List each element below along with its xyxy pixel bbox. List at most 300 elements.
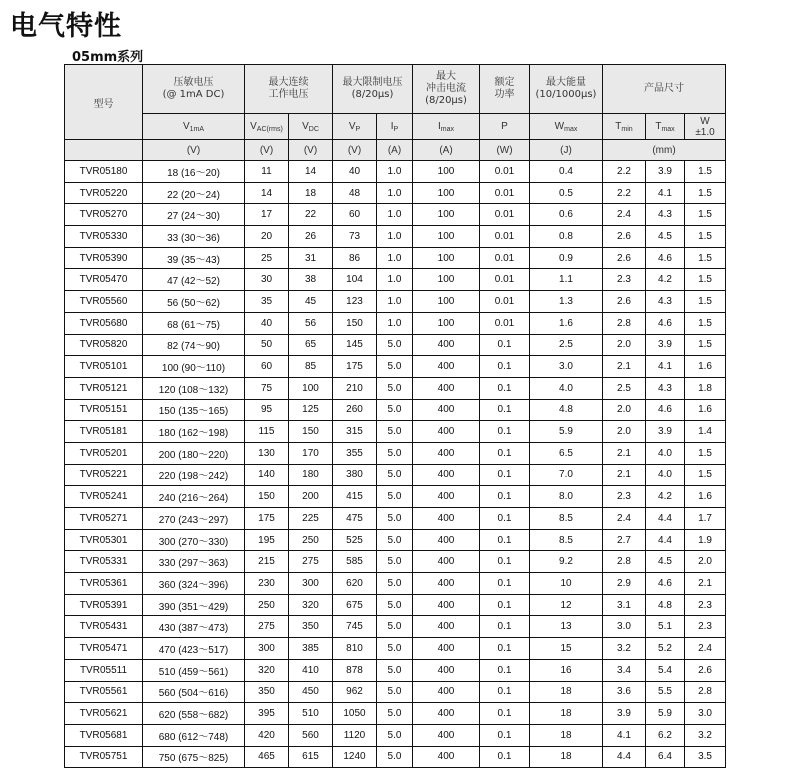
cell-model: TVR05390 [65, 247, 143, 269]
cell-varistor-voltage: 47 (42～52) [143, 269, 245, 291]
cell-tmin: 2.8 [603, 312, 646, 334]
header-line: (@ 1mA DC) [162, 89, 225, 100]
cell-model: TVR05301 [65, 529, 143, 551]
table-row [65, 616, 726, 638]
cell-vp: 48 [333, 182, 377, 204]
cell-w: 1.5 [685, 161, 726, 183]
cell-vdc: 275 [289, 551, 333, 573]
cell-ip: 1.0 [377, 182, 413, 204]
cell-tmax: 4.2 [646, 486, 685, 508]
cell-power: 0.01 [480, 247, 530, 269]
cell-vdc: 14 [289, 161, 333, 183]
cell-varistor-voltage: 620 (558～682) [143, 703, 245, 725]
cell-tmin: 2.6 [603, 247, 646, 269]
cell-tmin: 2.8 [603, 551, 646, 573]
cell-imax: 400 [413, 486, 480, 508]
cell-tmin: 2.2 [603, 161, 646, 183]
cell-ip: 1.0 [377, 161, 413, 183]
cell-w: 2.3 [685, 594, 726, 616]
table-row [65, 594, 726, 616]
cell-w: 1.5 [685, 269, 726, 291]
cell-w: 1.5 [685, 442, 726, 464]
header-row-units [65, 140, 726, 161]
cell-imax: 400 [413, 464, 480, 486]
table-row [65, 529, 726, 551]
cell-model: TVR05330 [65, 226, 143, 248]
cell-vac: 395 [245, 703, 289, 725]
table-row [65, 204, 726, 226]
cell-varistor-voltage: 56 (50～62) [143, 291, 245, 313]
header-line: 最大连续 [268, 77, 309, 88]
table-row [65, 442, 726, 464]
cell-tmax: 4.6 [646, 573, 685, 595]
cell-ip: 5.0 [377, 442, 413, 464]
cell-tmin: 2.6 [603, 226, 646, 248]
cell-tmax: 5.5 [646, 681, 685, 703]
cell-ip: 5.0 [377, 703, 413, 725]
electrical-characteristics-table [64, 64, 726, 768]
cell-power: 0.1 [480, 486, 530, 508]
cell-imax: 400 [413, 703, 480, 725]
cell-vp: 415 [333, 486, 377, 508]
cell-wmax: 0.6 [530, 204, 603, 226]
cell-imax: 400 [413, 746, 480, 768]
cell-w: 1.5 [685, 334, 726, 356]
cell-model: TVR05561 [65, 681, 143, 703]
cell-imax: 400 [413, 659, 480, 681]
cell-w: 3.0 [685, 703, 726, 725]
cell-varistor-voltage: 750 (675～825) [143, 746, 245, 768]
cell-model: TVR05331 [65, 551, 143, 573]
cell-vdc: 615 [289, 746, 333, 768]
cell-model: TVR05560 [65, 291, 143, 313]
cell-imax: 400 [413, 681, 480, 703]
cell-wmax: 0.9 [530, 247, 603, 269]
cell-tmin: 2.4 [603, 508, 646, 530]
symbol-tmin [603, 114, 646, 140]
symbol-v1ma [143, 114, 245, 140]
cell-wmax: 18 [530, 724, 603, 746]
unit-vp: (V) [333, 140, 377, 161]
cell-power: 0.01 [480, 269, 530, 291]
cell-imax: 400 [413, 594, 480, 616]
cell-vac: 420 [245, 724, 289, 746]
cell-wmax: 0.4 [530, 161, 603, 183]
cell-vdc: 300 [289, 573, 333, 595]
cell-vdc: 18 [289, 182, 333, 204]
cell-ip: 5.0 [377, 594, 413, 616]
cell-tmin: 2.1 [603, 356, 646, 378]
cell-model: TVR05470 [65, 269, 143, 291]
cell-tmin: 2.2 [603, 182, 646, 204]
cell-vp: 1240 [333, 746, 377, 768]
cell-vdc: 200 [289, 486, 333, 508]
table-row [65, 182, 726, 204]
cell-varistor-voltage: 330 (297～363) [143, 551, 245, 573]
cell-vac: 275 [245, 616, 289, 638]
cell-tmin: 3.0 [603, 616, 646, 638]
table-body [65, 161, 726, 768]
cell-wmax: 1.3 [530, 291, 603, 313]
cell-tmax: 4.4 [646, 529, 685, 551]
cell-power: 0.1 [480, 746, 530, 768]
cell-vac: 150 [245, 486, 289, 508]
cell-vdc: 320 [289, 594, 333, 616]
cell-tmin: 2.0 [603, 421, 646, 443]
cell-vp: 810 [333, 638, 377, 660]
symbol-sub: max [661, 125, 675, 133]
table-row [65, 356, 726, 378]
cell-tmin: 2.4 [603, 204, 646, 226]
cell-wmax: 10 [530, 573, 603, 595]
cell-vac: 300 [245, 638, 289, 660]
cell-vdc: 56 [289, 312, 333, 334]
cell-wmax: 2.5 [530, 334, 603, 356]
cell-imax: 400 [413, 334, 480, 356]
cell-ip: 1.0 [377, 291, 413, 313]
header-line: (8/20μs) [351, 89, 394, 100]
table-row [65, 681, 726, 703]
cell-vac: 40 [245, 312, 289, 334]
cell-power: 0.1 [480, 508, 530, 530]
table-header [65, 65, 726, 161]
table-row [65, 659, 726, 681]
cell-imax: 400 [413, 399, 480, 421]
cell-tmin: 2.1 [603, 442, 646, 464]
symbol-base: I [437, 120, 441, 132]
cell-tmax: 3.9 [646, 334, 685, 356]
cell-varistor-voltage: 27 (24～30) [143, 204, 245, 226]
cell-tmax: 4.6 [646, 399, 685, 421]
header-line: 功率 [494, 89, 515, 100]
cell-vdc: 125 [289, 399, 333, 421]
cell-ip: 5.0 [377, 551, 413, 573]
cell-vdc: 26 [289, 226, 333, 248]
cell-imax: 400 [413, 573, 480, 595]
cell-tmin: 2.3 [603, 269, 646, 291]
cell-varistor-voltage: 120 (108～132) [143, 377, 245, 399]
cell-varistor-voltage: 470 (423～517) [143, 638, 245, 660]
cell-vac: 17 [245, 204, 289, 226]
cell-vp: 123 [333, 291, 377, 313]
cell-vdc: 180 [289, 464, 333, 486]
cell-ip: 5.0 [377, 659, 413, 681]
cell-wmax: 8.5 [530, 508, 603, 530]
cell-vp: 150 [333, 312, 377, 334]
cell-imax: 400 [413, 529, 480, 551]
cell-model: TVR05680 [65, 312, 143, 334]
symbol-base: P [501, 121, 508, 132]
cell-model: TVR05241 [65, 486, 143, 508]
cell-wmax: 0.5 [530, 182, 603, 204]
cell-wmax: 1.6 [530, 312, 603, 334]
cell-vp: 210 [333, 377, 377, 399]
cell-imax: 400 [413, 356, 480, 378]
cell-tmax: 4.4 [646, 508, 685, 530]
cell-varistor-voltage: 390 (351～429) [143, 594, 245, 616]
cell-vp: 962 [333, 681, 377, 703]
cell-vac: 25 [245, 247, 289, 269]
cell-model: TVR05101 [65, 356, 143, 378]
cell-ip: 5.0 [377, 399, 413, 421]
symbol-sub: max [564, 125, 578, 133]
cell-tmin: 2.0 [603, 334, 646, 356]
symbol-sub: 1mA [189, 125, 205, 133]
table-row [65, 508, 726, 530]
cell-wmax: 16 [530, 659, 603, 681]
cell-w: 1.4 [685, 421, 726, 443]
cell-varistor-voltage: 510 (459～561) [143, 659, 245, 681]
cell-tmin: 3.9 [603, 703, 646, 725]
symbol-tolerance: ±1.0 [695, 126, 715, 138]
cell-wmax: 8.0 [530, 486, 603, 508]
cell-power: 0.1 [480, 638, 530, 660]
cell-tmax: 4.2 [646, 269, 685, 291]
symbol-base: V [302, 120, 309, 132]
cell-varistor-voltage: 180 (162～198) [143, 421, 245, 443]
cell-imax: 100 [413, 269, 480, 291]
table-row [65, 573, 726, 595]
cell-vp: 86 [333, 247, 377, 269]
cell-imax: 400 [413, 442, 480, 464]
symbol-base: I [390, 120, 394, 132]
unit-blank [65, 140, 143, 161]
table-row [65, 724, 726, 746]
cell-w: 1.5 [685, 226, 726, 248]
cell-tmax: 4.6 [646, 312, 685, 334]
cell-varistor-voltage: 39 (35～43) [143, 247, 245, 269]
cell-ip: 1.0 [377, 204, 413, 226]
cell-imax: 400 [413, 551, 480, 573]
cell-imax: 400 [413, 421, 480, 443]
cell-vp: 675 [333, 594, 377, 616]
cell-ip: 5.0 [377, 724, 413, 746]
cell-imax: 400 [413, 377, 480, 399]
cell-vac: 14 [245, 182, 289, 204]
cell-vac: 195 [245, 529, 289, 551]
header-model: 型号 [65, 65, 143, 140]
unit-dims: (mm) [603, 140, 726, 161]
header-line: (10/1000μs) [535, 89, 597, 100]
symbol-imax [413, 114, 480, 140]
header-line: 最大限制电压 [342, 77, 403, 88]
cell-imax: 100 [413, 312, 480, 334]
table-row [65, 551, 726, 573]
cell-w: 2.1 [685, 573, 726, 595]
symbol-base: V [348, 120, 356, 132]
cell-w: 1.9 [685, 529, 726, 551]
page-title: 电气特性 [10, 11, 122, 42]
cell-varistor-voltage: 680 (612～748) [143, 724, 245, 746]
cell-vdc: 385 [289, 638, 333, 660]
cell-vp: 175 [333, 356, 377, 378]
cell-vac: 20 [245, 226, 289, 248]
cell-wmax: 18 [530, 681, 603, 703]
cell-ip: 5.0 [377, 573, 413, 595]
cell-vdc: 150 [289, 421, 333, 443]
cell-power: 0.1 [480, 529, 530, 551]
header-row-groups [65, 65, 726, 114]
cell-vdc: 85 [289, 356, 333, 378]
cell-vac: 175 [245, 508, 289, 530]
cell-tmin: 4.4 [603, 746, 646, 768]
cell-vp: 355 [333, 442, 377, 464]
table-row [65, 247, 726, 269]
header-max-surge-current [413, 65, 480, 114]
cell-wmax: 18 [530, 746, 603, 768]
unit-vac: (V) [245, 140, 289, 161]
cell-tmax: 4.1 [646, 356, 685, 378]
cell-tmin: 3.6 [603, 681, 646, 703]
symbol-wmax [530, 114, 603, 140]
unit-ip: (A) [377, 140, 413, 161]
cell-vdc: 31 [289, 247, 333, 269]
cell-power: 0.01 [480, 161, 530, 183]
cell-model: TVR05181 [65, 421, 143, 443]
cell-wmax: 13 [530, 616, 603, 638]
symbol-w [685, 114, 726, 140]
cell-vdc: 250 [289, 529, 333, 551]
symbol-base: V [250, 120, 257, 132]
cell-vac: 250 [245, 594, 289, 616]
cell-power: 0.1 [480, 594, 530, 616]
cell-model: TVR05431 [65, 616, 143, 638]
cell-varistor-voltage: 22 (20～24) [143, 182, 245, 204]
table-row [65, 399, 726, 421]
cell-vdc: 22 [289, 204, 333, 226]
cell-vp: 104 [333, 269, 377, 291]
symbol-sub: max [440, 125, 454, 133]
cell-power: 0.1 [480, 703, 530, 725]
cell-imax: 100 [413, 182, 480, 204]
cell-vac: 215 [245, 551, 289, 573]
cell-varistor-voltage: 68 (61～75) [143, 312, 245, 334]
cell-wmax: 9.2 [530, 551, 603, 573]
cell-wmax: 0.8 [530, 226, 603, 248]
table-row [65, 226, 726, 248]
cell-power: 0.1 [480, 442, 530, 464]
cell-wmax: 3.0 [530, 356, 603, 378]
cell-vdc: 225 [289, 508, 333, 530]
cell-power: 0.1 [480, 724, 530, 746]
cell-tmax: 3.9 [646, 161, 685, 183]
cell-tmax: 5.1 [646, 616, 685, 638]
cell-tmax: 4.1 [646, 182, 685, 204]
cell-imax: 400 [413, 508, 480, 530]
table-row [65, 746, 726, 768]
cell-vdc: 510 [289, 703, 333, 725]
cell-varistor-voltage: 560 (504～616) [143, 681, 245, 703]
header-line: (8/20μs) [425, 95, 467, 106]
cell-tmax: 4.6 [646, 247, 685, 269]
cell-power: 0.1 [480, 573, 530, 595]
cell-power: 0.1 [480, 356, 530, 378]
cell-wmax: 5.9 [530, 421, 603, 443]
cell-vdc: 410 [289, 659, 333, 681]
cell-w: 1.5 [685, 312, 726, 334]
cell-tmax: 5.4 [646, 659, 685, 681]
cell-vp: 878 [333, 659, 377, 681]
table-row [65, 334, 726, 356]
cell-imax: 100 [413, 247, 480, 269]
cell-wmax: 6.5 [530, 442, 603, 464]
cell-tmin: 2.5 [603, 377, 646, 399]
cell-vac: 140 [245, 464, 289, 486]
cell-power: 0.01 [480, 291, 530, 313]
cell-vp: 315 [333, 421, 377, 443]
header-line: 冲击电流 [426, 83, 466, 94]
cell-tmax: 3.9 [646, 421, 685, 443]
cell-tmax: 6.2 [646, 724, 685, 746]
cell-tmin: 2.7 [603, 529, 646, 551]
header-line: 最大 [436, 71, 456, 82]
cell-varistor-voltage: 200 (180～220) [143, 442, 245, 464]
cell-model: TVR05361 [65, 573, 143, 595]
header-max-clamping-voltage [333, 65, 413, 114]
cell-vac: 350 [245, 681, 289, 703]
cell-vp: 73 [333, 226, 377, 248]
cell-ip: 5.0 [377, 421, 413, 443]
header-line: 额定 [494, 77, 515, 88]
table-row [65, 161, 726, 183]
cell-vac: 465 [245, 746, 289, 768]
cell-tmin: 2.1 [603, 464, 646, 486]
cell-vdc: 100 [289, 377, 333, 399]
cell-tmax: 4.3 [646, 204, 685, 226]
header-varistor-voltage [143, 65, 245, 114]
symbol-sub: AC(rms) [256, 125, 283, 133]
cell-model: TVR05270 [65, 204, 143, 226]
cell-power: 0.1 [480, 551, 530, 573]
cell-ip: 1.0 [377, 247, 413, 269]
cell-wmax: 7.0 [530, 464, 603, 486]
cell-wmax: 15 [530, 638, 603, 660]
symbol-vdc [289, 114, 333, 140]
cell-wmax: 18 [530, 703, 603, 725]
cell-varistor-voltage: 82 (74～90) [143, 334, 245, 356]
table-row [65, 638, 726, 660]
cell-wmax: 4.8 [530, 399, 603, 421]
cell-w: 1.6 [685, 356, 726, 378]
cell-power: 0.01 [480, 204, 530, 226]
cell-power: 0.01 [480, 312, 530, 334]
cell-w: 3.2 [685, 724, 726, 746]
cell-vp: 1050 [333, 703, 377, 725]
header-line: 工作电压 [268, 89, 309, 100]
cell-vac: 75 [245, 377, 289, 399]
cell-ip: 5.0 [377, 638, 413, 660]
cell-vp: 475 [333, 508, 377, 530]
series-subtitle: 05mm系列 [72, 50, 144, 65]
cell-vp: 525 [333, 529, 377, 551]
cell-model: TVR05271 [65, 508, 143, 530]
cell-w: 2.4 [685, 638, 726, 660]
cell-vdc: 560 [289, 724, 333, 746]
table-row [65, 464, 726, 486]
cell-vp: 145 [333, 334, 377, 356]
table-row [65, 291, 726, 313]
cell-vdc: 45 [289, 291, 333, 313]
cell-w: 2.3 [685, 616, 726, 638]
cell-tmin: 2.6 [603, 291, 646, 313]
cell-tmax: 4.0 [646, 442, 685, 464]
cell-model: TVR05391 [65, 594, 143, 616]
cell-power: 0.1 [480, 421, 530, 443]
cell-model: TVR05621 [65, 703, 143, 725]
symbol-base: T [655, 120, 662, 132]
cell-power: 0.01 [480, 226, 530, 248]
cell-power: 0.1 [480, 399, 530, 421]
